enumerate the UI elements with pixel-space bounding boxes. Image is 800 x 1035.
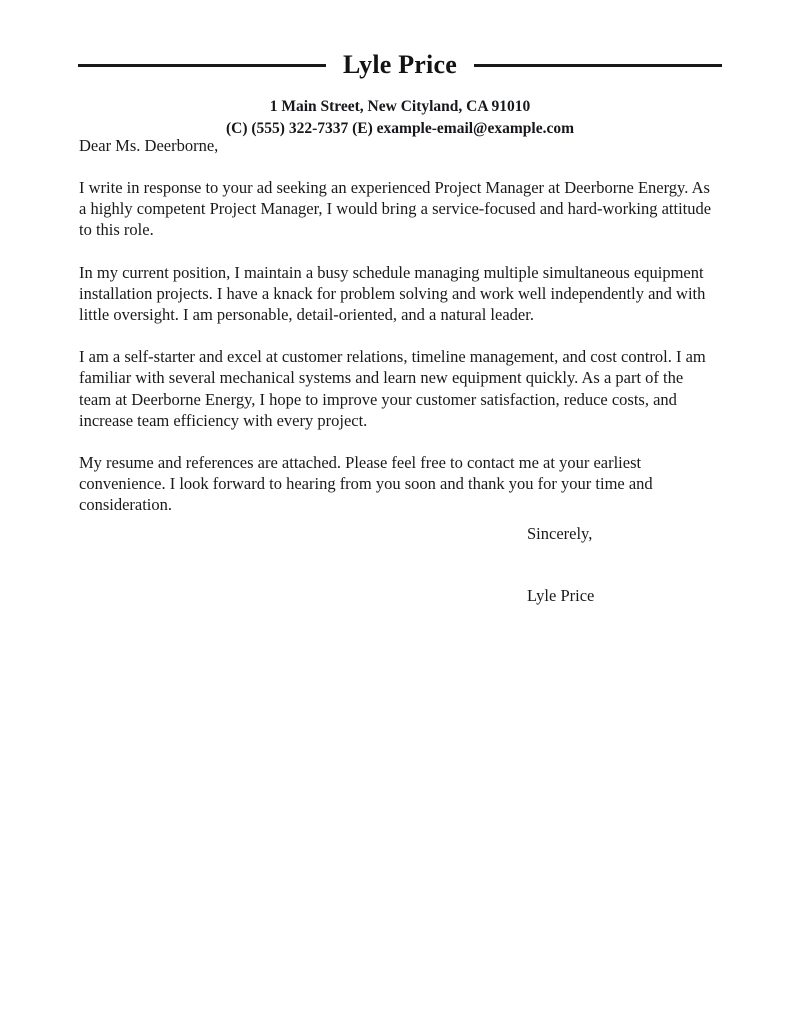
letter-paragraph: My resume and references are attached. Please feel free to contact me at your earliest convenience. I look forward to hearing from you soon and thank you for your time and consideration. [79, 453, 653, 515]
letter-paragraph: I write in response to your ad seeking an experienced Project Manager at Deerborne Energy. As a highly competent Project Manager, I would bring a service-focused and hard-working attitude to this role. [79, 178, 712, 240]
letterhead-address: 1 Main Street, New Cityland, CA 91010 [269, 98, 531, 115]
closing-signature: Lyle Price [527, 586, 595, 605]
letter-salutation: Dear Ms. Deerborne, [79, 136, 219, 155]
letterhead-name: Lyle Price [343, 50, 457, 79]
header-rule-left [78, 64, 326, 67]
letterhead-name-row [0, 46, 800, 84]
letter-closing [527, 523, 787, 606]
closing-salutation: Sincerely, [527, 524, 593, 543]
letterhead-contact: (C) (555) 322-7337 (E) example-email@example.com [225, 120, 574, 137]
header-rule-right [474, 64, 722, 67]
letter-paragraph: I am a self-starter and excel at customer relations, timeline management, and cost control. I am familiar with several mechanical systems and learn new equipment quickly. As a part of the team at Deerborne Energy, I hope to improve your customer satisfaction, reduce costs, and increase team efficiency with every project. [79, 347, 706, 430]
letterhead [0, 0, 800, 139]
letter-paragraph: In my current position, I maintain a busy schedule managing multiple simultaneous equipment installation projects. I have a knack for problem solving and work well independently and with little oversight. I am personable, detail-oriented, and a natural leader. [79, 262, 706, 325]
letter-body [79, 135, 719, 516]
